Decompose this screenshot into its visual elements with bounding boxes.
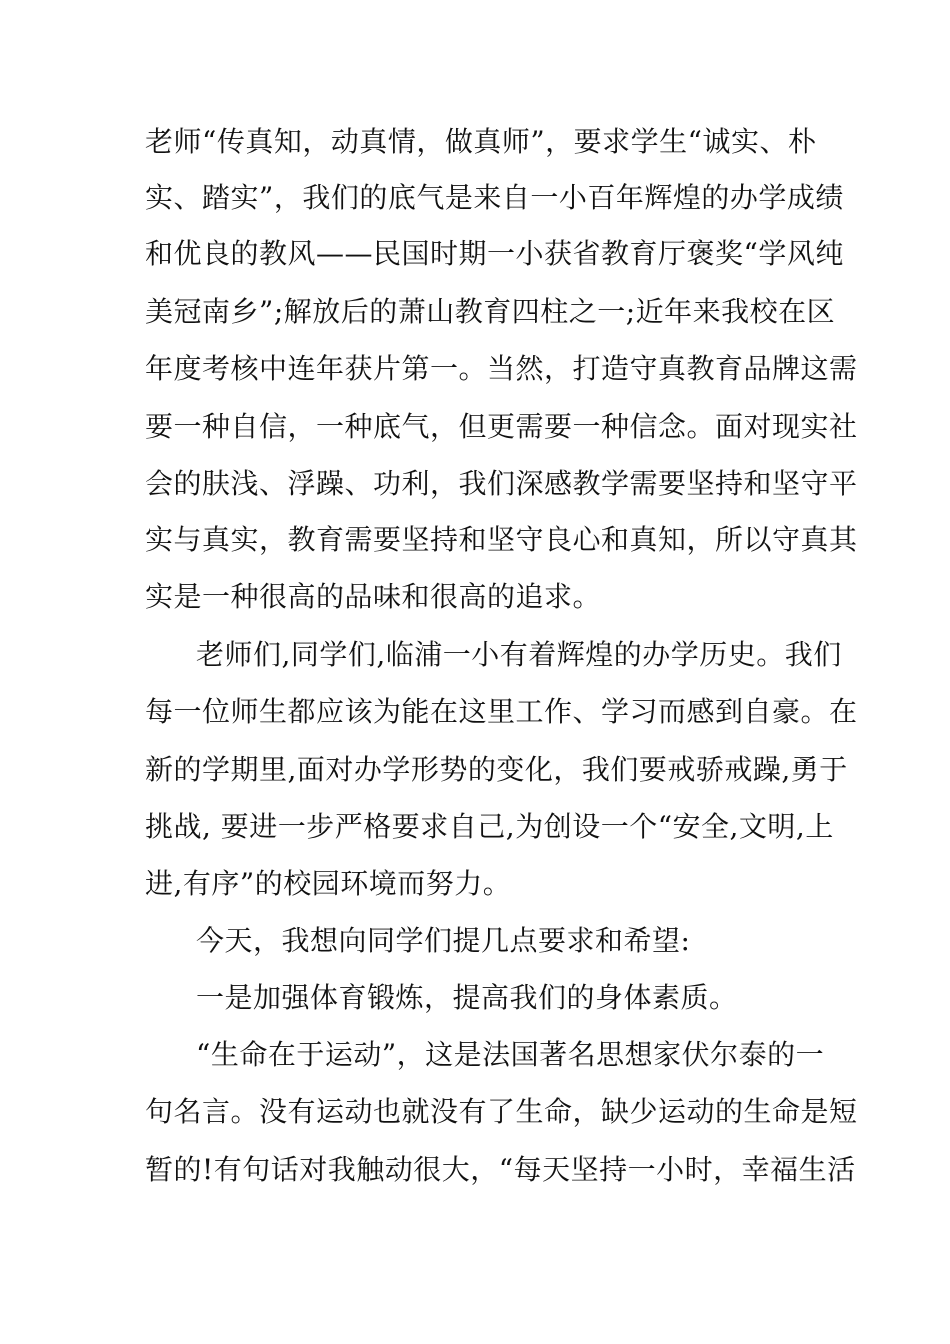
- text-line: 每一位师生都应该为能在这里工作、学习而感到自豪。在: [145, 695, 858, 728]
- text-line: 美冠南乡”;解放后的萧山教育四柱之一;近年来我校在区: [145, 295, 836, 328]
- text-line: 和优良的教风——民国时期一小获省教育厅褒奖“学风纯: [145, 237, 844, 270]
- text-line: 暂的!有句话对我触动很大，“每天坚持一小时，幸福生活: [145, 1153, 856, 1186]
- text-line: 老师“传真知，动真情，做真师”，要求学生“诚实、朴: [145, 125, 817, 158]
- text-line: 要一种自信，一种底气，但更需要一种信念。面对现实社: [145, 410, 858, 443]
- text-line: 实是一种很高的品味和很高的追求。: [145, 580, 602, 613]
- text-line: 句名言。没有运动也就没有了生命，缺少运动的生命是短: [145, 1095, 858, 1128]
- text-line: 会的肤浅、浮躁、功利，我们深感教学需要坚持和坚守平: [145, 467, 858, 500]
- text-line: 年度考核中连年获片第一。当然，打造守真教育品牌这需: [145, 352, 858, 385]
- text-line: 挑战, 要进一步严格要求自己,为创设一个“安全,文明,上: [145, 810, 834, 843]
- text-line: 新的学期里,面对办学形势的变化，我们要戒骄戒躁,勇于: [145, 753, 848, 786]
- paragraph-start-line: “生命在于运动”，这是法国著名思想家伏尔泰的一: [196, 1038, 825, 1071]
- text-line: 实与真实，教育需要坚持和坚守良心和真知，所以守真其: [145, 523, 858, 556]
- paragraph-start-line: 老师们,同学们,临浦一小有着辉煌的办学历史。我们: [196, 638, 842, 671]
- text-line: 进,有序”的校园环境而努力。: [145, 867, 512, 900]
- paragraph-start-line: 一是加强体育锻炼，提高我们的身体素质。: [196, 981, 738, 1014]
- paragraph-start-line: 今天，我想向同学们提几点要求和希望:: [196, 924, 691, 957]
- text-line: 实、踏实”，我们的底气是来自一小百年辉煌的办学成绩: [145, 181, 844, 214]
